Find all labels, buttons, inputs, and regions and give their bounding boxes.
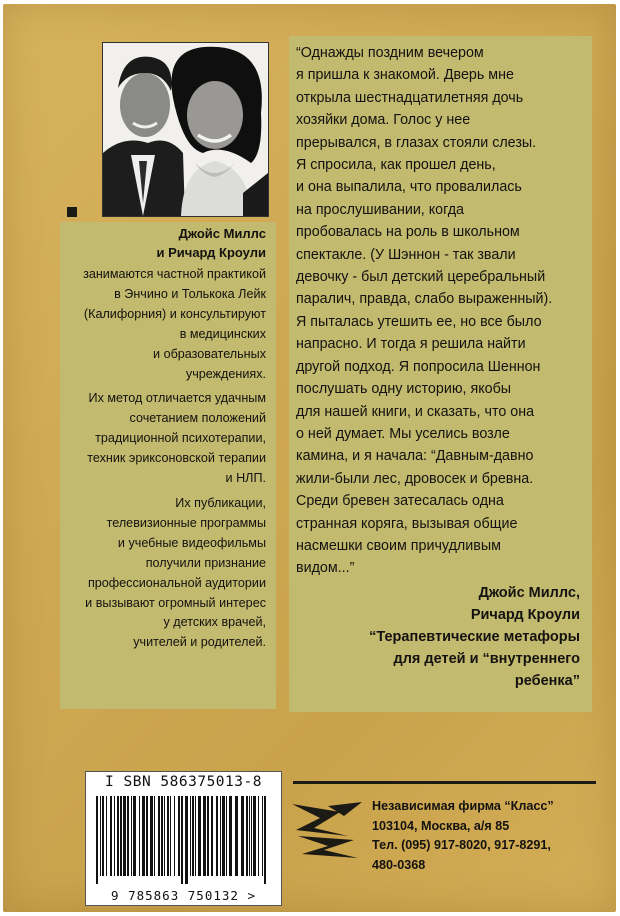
- bio-line: сочетанием положений: [129, 411, 266, 426]
- quote-line: девочку - был детский церебральный: [296, 269, 546, 286]
- bio-paragraph: [60, 494, 266, 653]
- quote-line: другой подход. Я попросила Шеннон: [296, 358, 541, 375]
- quote-line: Среди бревен затесалась одна: [296, 493, 504, 510]
- quote-line: камина, и я начала: “Давным-давно: [296, 448, 534, 465]
- authors-line: и Ричард Кроули: [156, 245, 266, 260]
- bio-line: и НЛП.: [225, 471, 266, 486]
- isbn-text: I SBN 586375013-8: [105, 774, 262, 790]
- bio-line: и учебные видеофильмы: [117, 535, 266, 550]
- bio-line: учителей и родителей.: [133, 635, 266, 650]
- bio-line: у детских врачей,: [163, 615, 266, 630]
- bio-line: учреждениях.: [185, 366, 266, 381]
- ean-digits: 9 785863 750132 >: [111, 888, 256, 903]
- credit-title-line: “Терапевтические метафоры: [369, 629, 580, 645]
- bio-line: в Энчино и Толькока Лейк: [114, 286, 266, 301]
- bio-line: (Калифорния) и консультируют: [83, 306, 266, 321]
- quote-line: открыла шестнадцатилетняя дочь: [296, 89, 524, 106]
- authors-bio: [60, 265, 266, 658]
- bio-paragraph: [60, 265, 266, 384]
- square-bullet-icon: [67, 207, 77, 217]
- bio-line: занимаются частной практикой: [83, 267, 266, 281]
- bio-line: и вызывают огромный интерес: [85, 595, 266, 610]
- book-excerpt-quote: [296, 42, 581, 580]
- quote-line: “Однажды поздним вечером: [296, 45, 484, 61]
- bio-line: традиционной психотерапии,: [95, 431, 266, 446]
- quote-line: Я пыталась утешить ее, но все было: [296, 313, 542, 330]
- quote-line: прерывался, в глазах стояли слезы.: [296, 134, 537, 151]
- quote-line: пробовалась на роль в школьном: [296, 224, 520, 241]
- quote-line: для нашей книги, и сказать, что она: [296, 403, 535, 420]
- bio-line: техник эриксоновской терапии: [87, 451, 266, 466]
- authors-line: Джойс Миллс: [178, 226, 266, 241]
- credit-author: Джойс Миллс,: [478, 585, 580, 601]
- bio-paragraph: [60, 389, 266, 489]
- bio-line: профессиональной аудитории: [87, 575, 266, 590]
- authors-heading: [60, 224, 266, 262]
- quote-line: жили-были лес, дровосек и бревна.: [296, 470, 534, 487]
- bio-line: в медицинских: [179, 326, 266, 341]
- publisher-divider: [293, 781, 596, 784]
- quote-line: странная коряга, вызывая общие: [296, 515, 518, 532]
- publisher-line: 103104, Москва, а/я 85: [372, 818, 510, 833]
- bio-line: Их метод отличается удачным: [88, 391, 266, 406]
- bio-line: Их публикации,: [175, 495, 266, 510]
- quote-line: о ней думает. Мы уселись возле: [296, 425, 510, 442]
- credit-author: Ричард Кроули: [470, 607, 580, 623]
- bio-line: получили признание: [145, 555, 266, 570]
- quote-line: паралич, правда, слабо выраженный).: [296, 291, 553, 308]
- quote-line: видом...”: [296, 560, 355, 577]
- quote-line: напрасно. И тогда я решила найти: [296, 336, 526, 353]
- isbn-barcode: [85, 771, 282, 906]
- quote-line: Я спросила, как прошел день,: [296, 157, 496, 174]
- bio-line: и образовательных: [153, 346, 266, 361]
- author-photo: [102, 42, 269, 217]
- quote-line: и она выпалила, что провалилась: [296, 179, 522, 196]
- publisher-line: 480-0368: [372, 857, 426, 872]
- barcode-bars-icon: [96, 796, 271, 884]
- quote-line: хозяйки дома. Голос у нее: [296, 112, 471, 129]
- quote-line: насмешки своим причудливым: [296, 537, 501, 554]
- quote-line: послушать одну историю, якобы: [296, 381, 512, 398]
- publisher-logo-icon: [288, 800, 366, 860]
- bio-line: телевизионные программы: [106, 515, 266, 530]
- publisher-line: Независимая фирма “Класс”: [372, 799, 554, 813]
- quote-line: я пришла к знакомой. Дверь мне: [296, 67, 514, 84]
- quote-line: спектакле. (У Шэннон - так звали: [296, 246, 516, 263]
- credit-title-line: для детей и “внутреннего: [393, 651, 580, 667]
- publisher-info: [372, 797, 602, 875]
- publisher-line: Тел. (095) 917-8020, 917-8291,: [372, 838, 551, 853]
- credit-title-line: ребенка”: [514, 673, 580, 689]
- book-credit: [290, 582, 580, 692]
- quote-line: на прослушивании, когда: [296, 201, 464, 218]
